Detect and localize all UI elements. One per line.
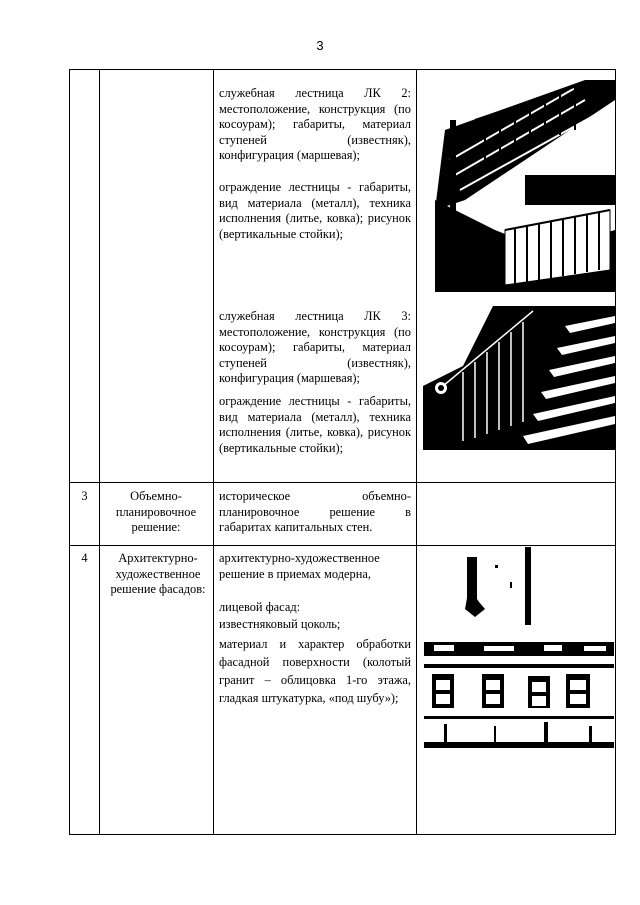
facade-detail-photo [465, 547, 545, 635]
row-3-number: 3 [81, 489, 88, 503]
row-3-description: историческое объемно-планировочное решение в габаритах капитальных стен. [219, 489, 411, 535]
column-divider [213, 70, 214, 834]
subject-protection-table [69, 69, 616, 835]
stair-lk3-description: служебная лестница ЛК 3: местоположение, конструкция (по косоурам); габариты, материал ступеней (известняк), конфигурация (маршевая); [219, 309, 411, 386]
facade-photo [424, 642, 614, 748]
stair-lk2-railing: ограждение лестницы - габариты, вид материала (металл), техника исполнения (литье, ковка); рисунок (вертикальные стойки); [219, 180, 411, 241]
row-4-number: 4 [81, 551, 88, 565]
row-3-name: Объемно-планировочное решение: [115, 489, 197, 535]
facade-plinth: известняковый цоколь; [219, 617, 341, 631]
facade-detail-illustration [465, 547, 545, 635]
facade-material: материал и характер обработки фасадной поверхности (колотый гранит – облицовка 1-го этажа, гладкая штукатурка, «под шубу»); [219, 637, 411, 705]
page-number: 3 [316, 38, 324, 53]
stair-lk3-railing: ограждение лестницы - габариты, вид материала (металл), техника исполнения (литье, ковка), рисунок (вертикальные стойки); [219, 394, 411, 455]
facade-label: лицевой фасад: [219, 600, 301, 614]
column-divider [416, 70, 417, 834]
stair-lk2-illustration [435, 80, 615, 292]
row-4-name: Архитектурно-художественное решение фасадов: [110, 551, 206, 597]
row-divider [70, 482, 615, 483]
row-4-description: архитектурно-художественное решение в приемах модерна, [219, 551, 380, 581]
stair-lk2-photo [435, 80, 615, 292]
stair-lk2-description: служебная лестница ЛК 2: местоположение, конструкция (по косоурам); габариты, материал ступеней (известняк), конфигурация (маршевая); [219, 86, 411, 163]
column-divider [99, 70, 100, 834]
stair-lk3-photo [423, 306, 615, 450]
stair-lk3-illustration [423, 306, 615, 450]
row-divider [70, 545, 615, 546]
facade-illustration [424, 642, 614, 748]
